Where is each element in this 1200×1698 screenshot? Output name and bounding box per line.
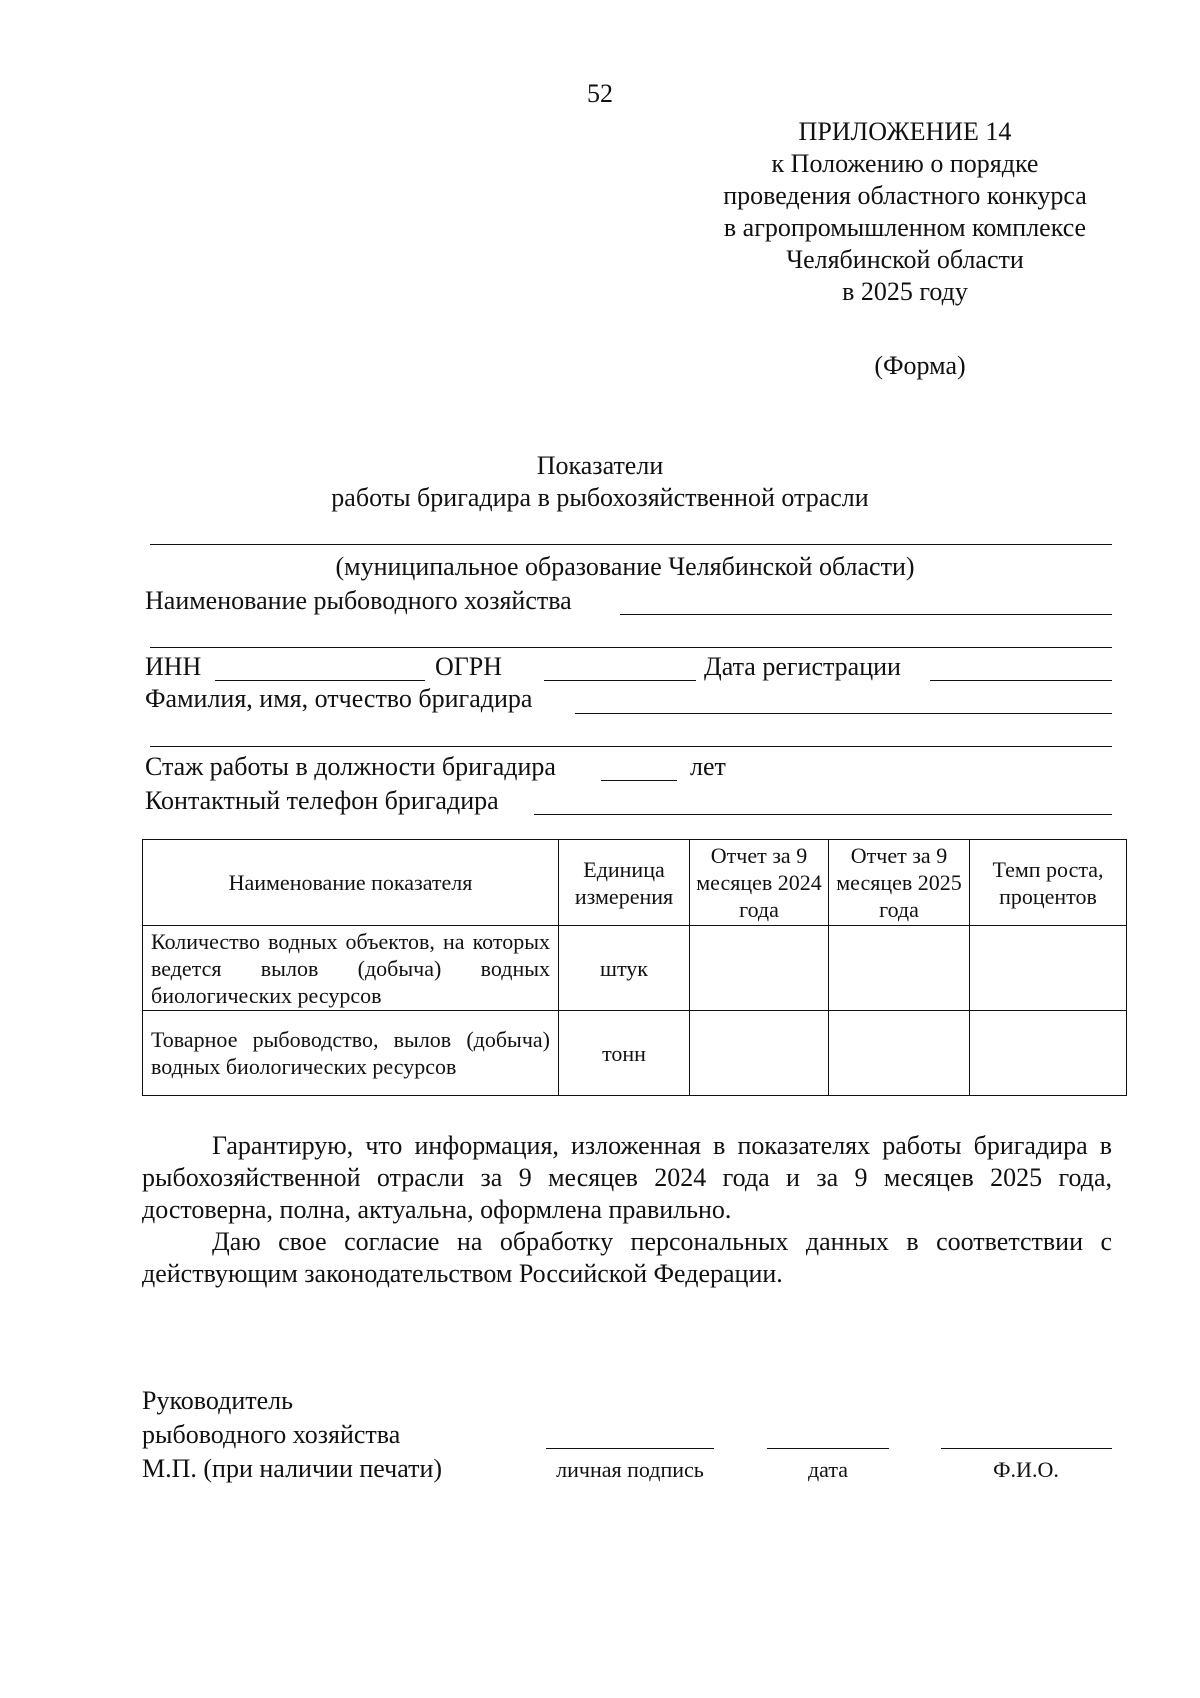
phone-label: Контактный телефон бригадира <box>145 786 499 815</box>
foreman-name-field-line-2[interactable] <box>150 746 1112 747</box>
unit-cell: тонн <box>559 1011 690 1096</box>
signature-caption: личная подпись <box>556 1457 704 1482</box>
column-header: Отчет за 9 месяцев 2025 года <box>829 840 970 926</box>
growth-rate-cell[interactable] <box>970 926 1127 1011</box>
experience-field-line[interactable] <box>601 780 677 781</box>
unit-cell: штук <box>559 926 690 1011</box>
growth-rate-cell[interactable] <box>970 1011 1127 1096</box>
indicator-name-cell: Товарное рыбоводство, вылов (добыча) водных биологических ресурсов <box>143 1011 559 1096</box>
report-2024-cell[interactable] <box>690 926 829 1011</box>
farm-name-field-line-2[interactable] <box>150 647 1112 648</box>
municipality-caption: (муниципальное образование Челябинской области) <box>335 552 915 581</box>
phone-field-line[interactable] <box>534 814 1112 815</box>
column-header: Наименование показателя <box>143 840 559 926</box>
report-2025-cell[interactable] <box>829 926 970 1011</box>
full-name-field-line[interactable] <box>941 1448 1112 1449</box>
appendix-line: проведения областного конкурса <box>723 181 1087 210</box>
full-name-caption: Ф.И.О. <box>993 1457 1059 1482</box>
signature-field-line[interactable] <box>546 1448 714 1449</box>
document-title <box>250 450 950 514</box>
table-row <box>143 926 1127 1011</box>
table-row <box>143 1011 1127 1096</box>
registration-date-label: Дата регистрации <box>704 652 901 681</box>
signature-role-line: Руководитель <box>142 1386 293 1415</box>
municipality-field-line[interactable] <box>150 544 1112 545</box>
ogrn-label: ОГРН <box>435 652 503 681</box>
consent-paragraph: Даю свое согласие на обработку персональных данных в соответствии с действующим законодательством Российской Федерации. <box>142 1227 1112 1288</box>
table-header-row <box>143 840 1127 926</box>
inn-field-line[interactable] <box>215 680 425 681</box>
report-2024-cell[interactable] <box>690 1011 829 1096</box>
farm-name-label: Наименование рыбоводного хозяйства <box>145 586 572 615</box>
inn-label: ИНН <box>145 652 202 681</box>
indicators-table <box>142 839 1127 1096</box>
date-field-line[interactable] <box>767 1448 889 1449</box>
signature-role-line: рыбоводного хозяйства <box>142 1420 401 1449</box>
form-label: (Форма) <box>874 351 966 380</box>
appendix-line: в 2025 году <box>842 277 968 306</box>
column-header: Отчет за 9 месяцев 2024 года <box>690 840 829 926</box>
appendix-line: в агропромышленном комплексе <box>723 213 1087 242</box>
experience-label: Стаж работы в должности бригадира <box>145 752 556 781</box>
seal-note: М.П. (при наличии печати) <box>142 1454 443 1483</box>
registration-date-field-line[interactable] <box>930 680 1112 681</box>
date-caption: дата <box>807 1457 849 1482</box>
indicator-name-cell: Количество водных объектов, на которых ведется вылов (добыча) водных биологических ресурсов <box>143 926 559 1011</box>
farm-name-field-line[interactable] <box>620 614 1112 615</box>
appendix-line: Челябинской области <box>786 245 1024 274</box>
experience-unit: лет <box>690 752 726 781</box>
column-header: Единица измерения <box>559 840 690 926</box>
report-2025-cell[interactable] <box>829 1011 970 1096</box>
document-title-line: работы бригадира в рыбохозяйственной отрасли <box>331 483 869 512</box>
appendix-line: к Положению о порядке <box>771 149 1039 178</box>
column-header: Темп роста, процентов <box>970 840 1127 926</box>
appendix-header <box>690 116 1120 308</box>
ogrn-field-line[interactable] <box>544 680 696 681</box>
document-title-line: Показатели <box>536 451 664 480</box>
foreman-name-label: Фамилия, имя, отчество бригадира <box>145 684 533 713</box>
appendix-title: ПРИЛОЖЕНИЕ 14 <box>798 117 1012 146</box>
page-number: 52 <box>587 79 613 108</box>
guarantee-paragraph: Гарантирую, что информация, изложенная в показателях работы бригадира в рыбохозяйственной отрасли за 9 месяцев 2024 года и за 9 месяцев 2025 года, достоверна, полна, актуальна, оформлена правильно. <box>142 1131 1112 1224</box>
foreman-name-field-line[interactable] <box>575 713 1112 714</box>
